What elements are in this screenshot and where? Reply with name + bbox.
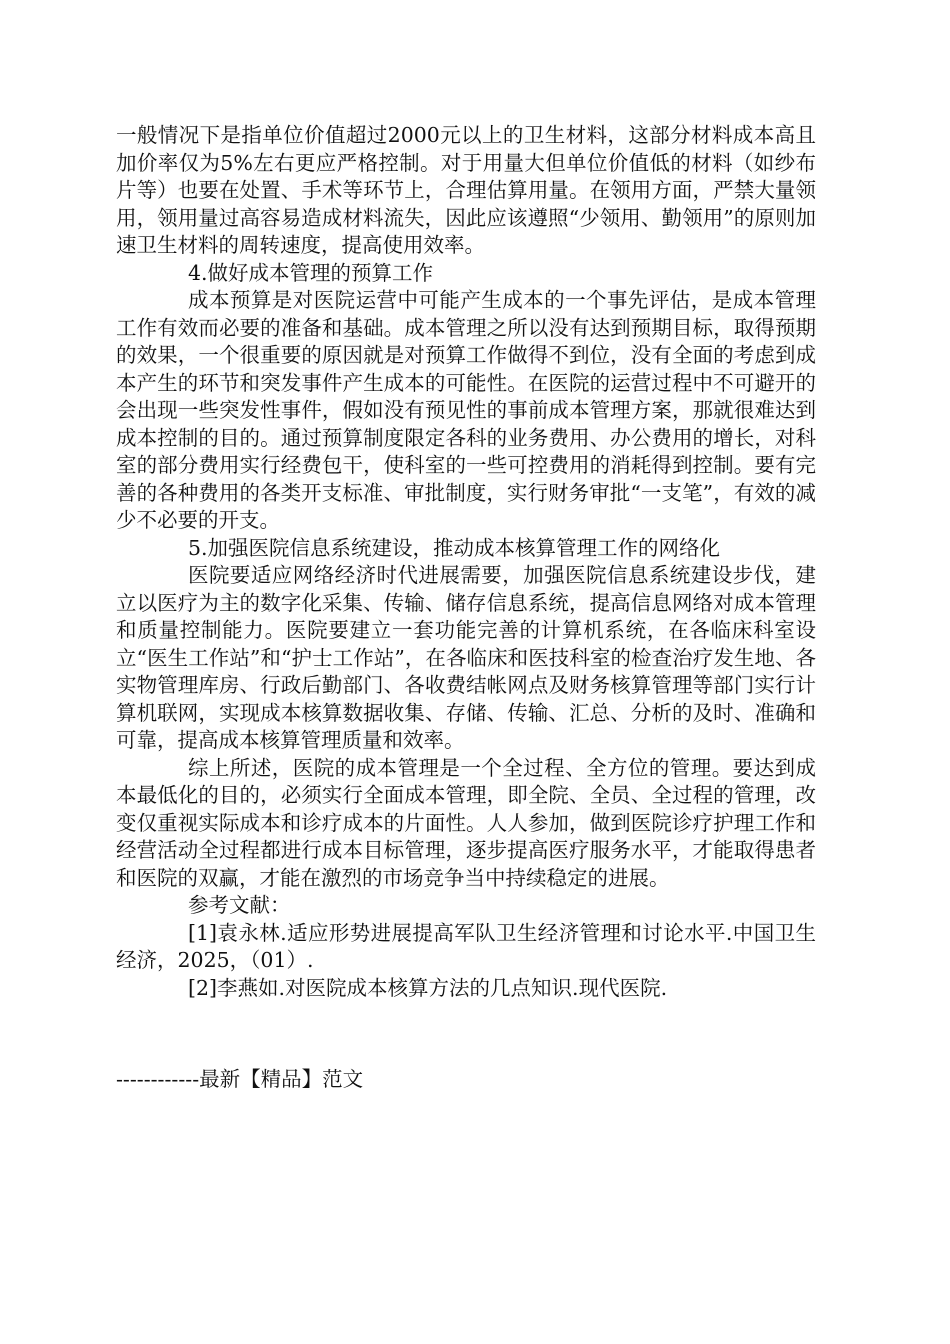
- paragraph-summary: 综上所述，医院的成本管理是一个全过程、全方位的管理。要达到成本最低化的目的，必须实行全面成本管理，即全院、全员、全过程的管理，改变仅重视实际成本和诊疗成本的片面性。人人参加，做到医院诊疗护理工作和经营活动全过程都进行成本目标管理，逐步提高医疗服务水平，才能取得患者和医院的双赢，才能在激烈的市场竞争当中持续稳定的进展。: [116, 755, 816, 890]
- reference-item-2: [2]李燕如.对医院成本核算方法的几点知识.现代医院.: [188, 975, 668, 1000]
- page-footer: ------------最新【精品】范文: [116, 1067, 364, 1091]
- paragraph-budget: 成本预算是对医院运营中可能产生成本的一个事先评估，是成本管理工作有效而必要的准备和基础。成本管理之所以没有达到预期目标，取得预期的效果，一个很重要的原因就是对预算工作做得不到位，没有全面的考虑到成本产生的环节和突发事件产生成本的可能性。在医院的运营过程中不可避开的会出现一些突发性事件，假如没有预见性的事前成本管理方案，那就很难达到成本控制的目的。通过预算制度限定各科的业务费用、办公费用的增长，对科室的部分费用实行经费包干，使科室的一些可控费用的消耗得到控制。要有完善的各种费用的各类开支标准、审批制度，实行财务审批“一支笔”，有效的减少不必要的开支。: [116, 288, 816, 532]
- paragraph-material-control: 一般情况下是指单位价值超过2000元以上的卫生材料，这部分材料成本高且加价率仅为5%左右更应严格控制。对于用量大但单位价值低的材料（如纱布片等）也要在处置、手术等环节上，合理估算用量。在领用方面，严禁大量领用，领用量过高容易造成材料流失，因此应该遵照“少领用、勤领用”的原则加速卫生材料的周转速度，提高使用效率。: [116, 123, 816, 257]
- reference-item-1: [1]袁永林.适应形势进展提高军队卫生经济管理和讨论水平.中国卫生经济，2025，（01）.: [116, 920, 816, 972]
- section-heading-budget: 4.做好成本管理的预算工作: [188, 260, 434, 285]
- references-heading: 参考文献：: [188, 893, 291, 917]
- paragraph-information-system: 医院要适应网络经济时代进展需要，加强医院信息系统建设步伐，建立以医疗为主的数字化采集、传输、储存信息系统，提高信息网络对成本管理和质量控制能力。医院要建立一套功能完善的计算机系统，在各临床科室设立“医生工作站”和“护士工作站”，在各临床和医技科室的检查治疗发生地、各实物管理库房、行政后勤部门、各收费结帐网点及财务核算管理等部门实行计算机联网，实现成本核算数据收集、存储、传输、汇总、分析的及时、准确和可靠，提高成本核算管理质量和效率。: [116, 563, 816, 752]
- document-body: [116, 122, 816, 1002]
- section-heading-information-system: 5.加强医院信息系统建设，推动成本核算管理工作的网络化: [188, 535, 721, 560]
